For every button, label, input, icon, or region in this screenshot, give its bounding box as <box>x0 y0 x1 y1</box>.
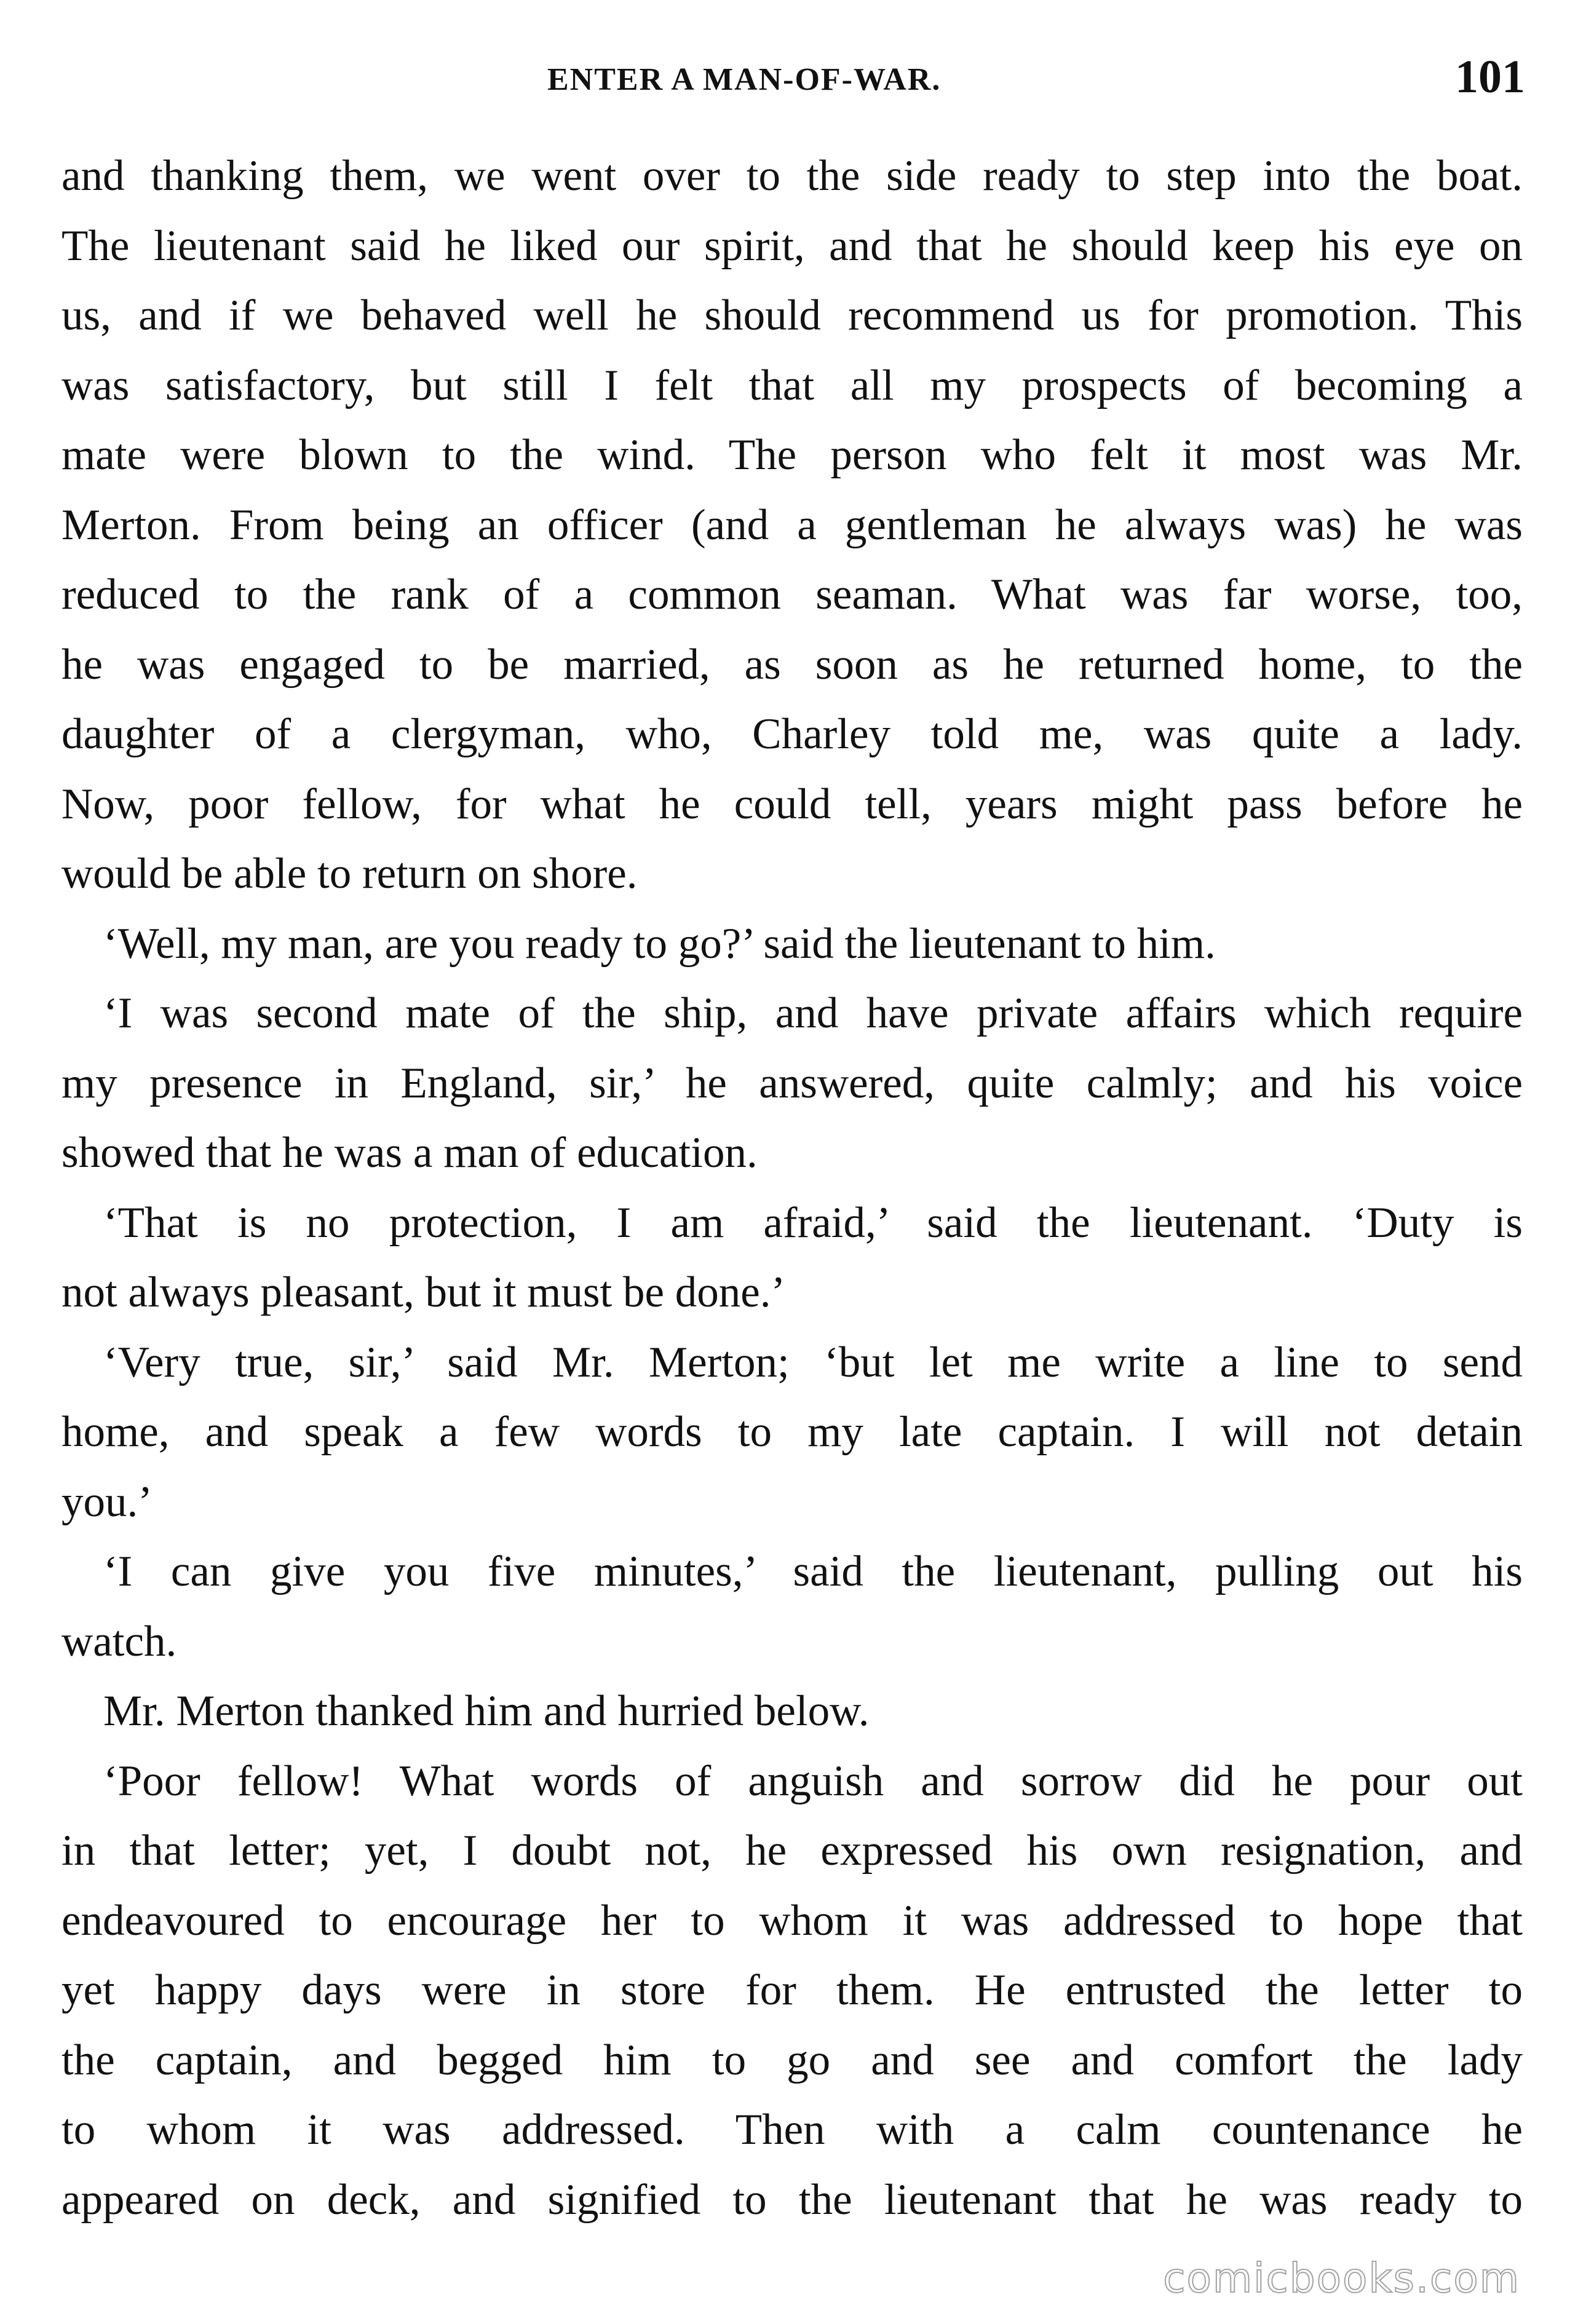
text-line: daughter of a clergyman, who, Charley told me, was quite a lady. <box>61 710 1523 758</box>
text-line: appeared on deck, and signified to the lieutenant that he was ready to <box>61 2175 1523 2224</box>
body-text <box>61 141 1523 2235</box>
running-head: ENTER A MAN-OF-WAR. <box>547 62 942 97</box>
text-line: ‘That is no protection, I am afraid,’ said the lieutenant. ‘Duty is <box>103 1198 1523 1247</box>
text-line: Mr. Merton thanked him and hurried below. <box>103 1687 870 1735</box>
text-line: the captain, and begged him to go and see and comfort the lady <box>61 2036 1523 2084</box>
text-line: Now, poor fellow, for what he could tell, years might pass before he <box>61 780 1523 828</box>
text-line: you.’ <box>61 1477 153 1526</box>
text-line: ‘Very true, sir,’ said Mr. Merton; ‘but let me write a line to send <box>103 1338 1523 1386</box>
text-line: us, and if we behaved well he should recommend us for promotion. This <box>61 291 1523 339</box>
text-line: endeavoured to encourage her to whom it was addressed to hope that <box>61 1896 1523 1945</box>
text-line: home, and speak a few words to my late captain. I will not detain <box>61 1408 1523 1456</box>
text-line: he was engaged to be married, as soon as he returned home, to the <box>61 640 1523 689</box>
text-line: to whom it was addressed. Then with a calm countenance he <box>61 2106 1523 2154</box>
text-line: and thanking them, we went over to the side ready to step into the boat. <box>61 152 1523 200</box>
text-line: was satisfactory, but still I felt that all my prospects of becoming a <box>61 361 1523 409</box>
text-line: ‘Poor fellow! What words of anguish and sorrow did he pour out <box>103 1757 1523 1805</box>
text-line: The lieutenant said he liked our spirit, and that he should keep his eye on <box>61 221 1523 270</box>
text-line: ‘I can give you five minutes,’ said the lieutenant, pulling out his <box>103 1547 1523 1595</box>
text-line: my presence in England, sir,’ he answered, quite calmly; and his voice <box>61 1059 1523 1107</box>
text-line: not always pleasant, but it must be done.’ <box>61 1268 786 1316</box>
text-line: ‘I was second mate of the ship, and have private affairs which require <box>103 989 1523 1037</box>
watermark: comicbooks.com <box>1163 2255 1520 2302</box>
text-line: yet happy days were in store for them. He entrusted the letter to <box>61 1966 1523 2014</box>
page-number: 101 <box>1455 51 1525 103</box>
text-line: reduced to the rank of a common seaman. What was far worse, too, <box>61 571 1523 619</box>
text-line: watch. <box>61 1617 177 1666</box>
text-line: in that letter; yet, I doubt not, he expressed his own resignation, and <box>61 1827 1523 1875</box>
text-line: showed that he was a man of education. <box>61 1129 758 1177</box>
text-line: mate were blown to the wind. The person who felt it most was Mr. <box>61 431 1523 479</box>
text-line: ‘Well, my man, are you ready to go?’ said the lieutenant to him. <box>103 919 1216 968</box>
text-line: would be able to return on shore. <box>61 850 638 898</box>
text-line: Merton. From being an officer (and a gentleman he always was) he was <box>61 500 1523 549</box>
